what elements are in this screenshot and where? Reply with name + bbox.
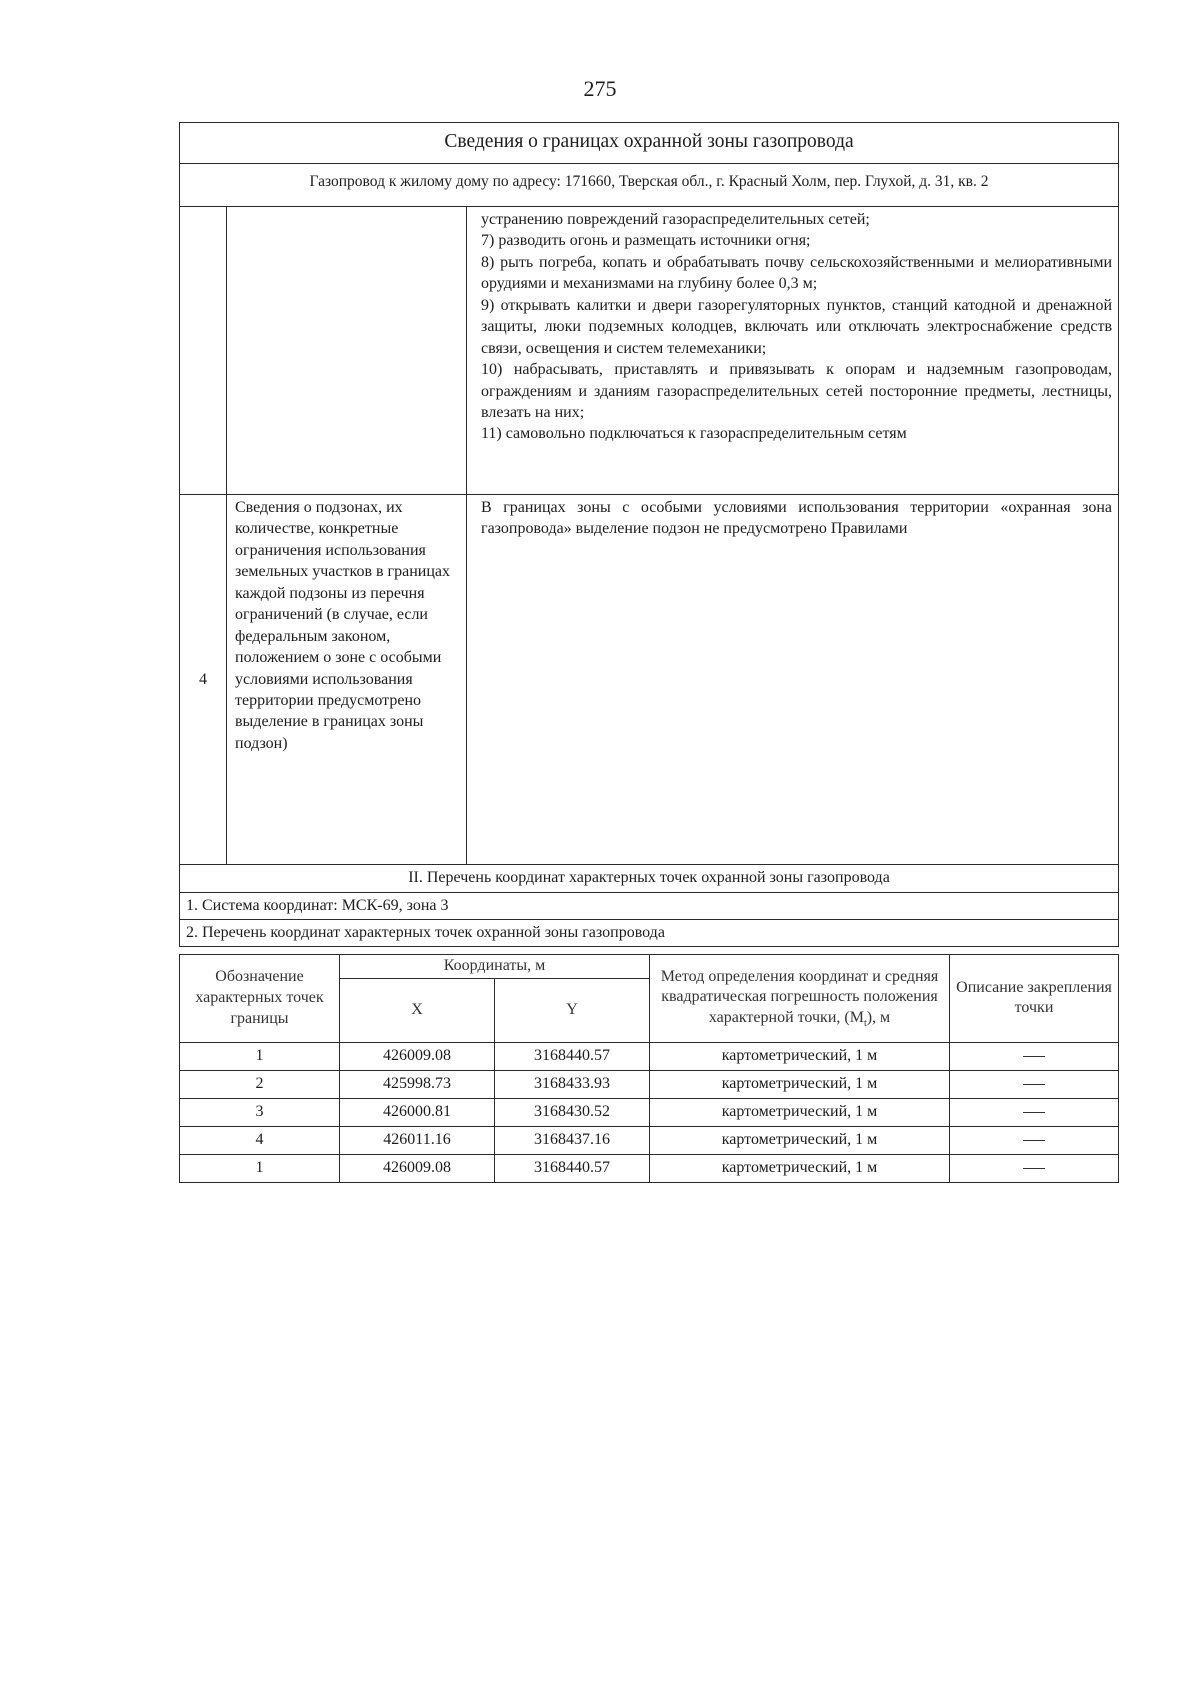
col-point-header: Обозначение характерных точек границы bbox=[180, 955, 340, 1043]
table-row bbox=[180, 1070, 1119, 1098]
zone-info-table bbox=[179, 122, 1119, 947]
desc-value bbox=[950, 1126, 1119, 1154]
col-y-header: Y bbox=[495, 978, 650, 1042]
y-value: 3168440.57 bbox=[495, 1042, 650, 1070]
coordinate-system: 1. Система координат: МСК-69, зона 3 bbox=[180, 893, 1119, 920]
gas-pipeline-address: Газопровод к жилому дому по адресу: 171660, Тверская обл., г. Красный Холм, пер. Глухой, д. 31, кв. 2 bbox=[180, 164, 1119, 207]
method-value: картометрический, 1 м bbox=[650, 1070, 950, 1098]
table-row bbox=[180, 1098, 1119, 1126]
row-number: 4 bbox=[180, 495, 227, 865]
method-value: картометрический, 1 м bbox=[650, 1042, 950, 1070]
x-value: 426000.81 bbox=[340, 1098, 495, 1126]
table-row bbox=[180, 1042, 1119, 1070]
y-value: 3168437.16 bbox=[495, 1126, 650, 1154]
desc-value bbox=[950, 1098, 1119, 1126]
col-coords-header: Координаты, м bbox=[340, 955, 650, 979]
point-id: 3 bbox=[180, 1098, 340, 1126]
method-value: картометрический, 1 м bbox=[650, 1098, 950, 1126]
restriction-line: 10) набрасывать, приставлять и привязывать к опорам и надземным газопроводам, ограждениям и зданиям газораспределительных сетей посторонние предметы, лестницы, влезать на них; bbox=[481, 361, 1113, 421]
x-value: 425998.73 bbox=[340, 1070, 495, 1098]
point-id: 1 bbox=[180, 1042, 340, 1070]
page-number: 275 bbox=[583, 76, 617, 101]
col-x-header: X bbox=[340, 978, 495, 1042]
dash-mark bbox=[1023, 1056, 1045, 1057]
col-method-header: Метод определения координат и средняя квадратическая погрешность положения характерной точки, $(M_t)$, м bbox=[650, 955, 950, 1043]
table-row bbox=[180, 1126, 1119, 1154]
empty-number-cell bbox=[180, 207, 227, 495]
restriction-line: 8) рыть погреба, копать и обрабатывать почву сельскохозяйственными и мелиоративными орудиями и механизмами на глубину более 0,3 м; bbox=[481, 253, 1113, 293]
restrictions-continued bbox=[467, 207, 1119, 495]
x-value: 426009.08 bbox=[340, 1154, 495, 1182]
point-id: 4 bbox=[180, 1126, 340, 1154]
x-value: 426009.08 bbox=[340, 1042, 495, 1070]
subzones-value: В границах зоны с особыми условиями использования территории «охранная зона газопровода» выделение подзон не предусмотрено Правилами bbox=[467, 495, 1119, 865]
subzones-label: Сведения о подзонах, их количестве, конкретные ограничения использования земельных участков в границах каждой подзоны из перечня ограничений (в случае, если федеральным законом, положением о зоне с особыми условиями использования территории предусмотрено выделение в границах зоны подзон) bbox=[227, 495, 467, 865]
empty-label-cell bbox=[227, 207, 467, 495]
dash-mark bbox=[1023, 1084, 1045, 1085]
desc-value bbox=[950, 1070, 1119, 1098]
restriction-line: 7) разводить огонь и размещать источники огня; bbox=[481, 232, 811, 250]
coordinate-list-title: 2. Перечень координат характерных точек охранной зоны газопровода bbox=[180, 920, 1119, 947]
y-value: 3168440.57 bbox=[495, 1154, 650, 1182]
dash-mark bbox=[1023, 1140, 1045, 1141]
restriction-line: 9) открывать калитки и двери газорегуляторных пунктов, станций катодной и дренажной защиты, люки подземных колодцев, включать или отключать электроснабжение средств связи, освещения и систем телемеханики; bbox=[481, 296, 1113, 357]
desc-value bbox=[950, 1042, 1119, 1070]
coordinates-table bbox=[179, 954, 1119, 1183]
document-title: Сведения о границах охранной зоны газопровода bbox=[180, 123, 1119, 164]
method-value: картометрический, 1 м bbox=[650, 1126, 950, 1154]
restriction-line: устранению повреждений газораспределительных сетей; bbox=[481, 211, 870, 228]
table-row bbox=[180, 1154, 1119, 1182]
x-value: 426011.16 bbox=[340, 1126, 495, 1154]
desc-value bbox=[950, 1154, 1119, 1182]
method-value: картометрический, 1 м bbox=[650, 1154, 950, 1182]
y-value: 3168430.52 bbox=[495, 1098, 650, 1126]
dash-mark bbox=[1023, 1112, 1045, 1113]
point-id: 2 bbox=[180, 1070, 340, 1098]
y-value: 3168433.93 bbox=[495, 1070, 650, 1098]
col-desc-header: Описание закрепления точки bbox=[950, 955, 1119, 1043]
section-2-title: II. Перечень координат характерных точек охранной зоны газопровода bbox=[180, 865, 1119, 893]
dash-mark bbox=[1023, 1168, 1045, 1169]
restriction-line: 11) самовольно подключаться к газораспределительным сетям bbox=[481, 425, 907, 443]
point-id: 1 bbox=[180, 1154, 340, 1182]
